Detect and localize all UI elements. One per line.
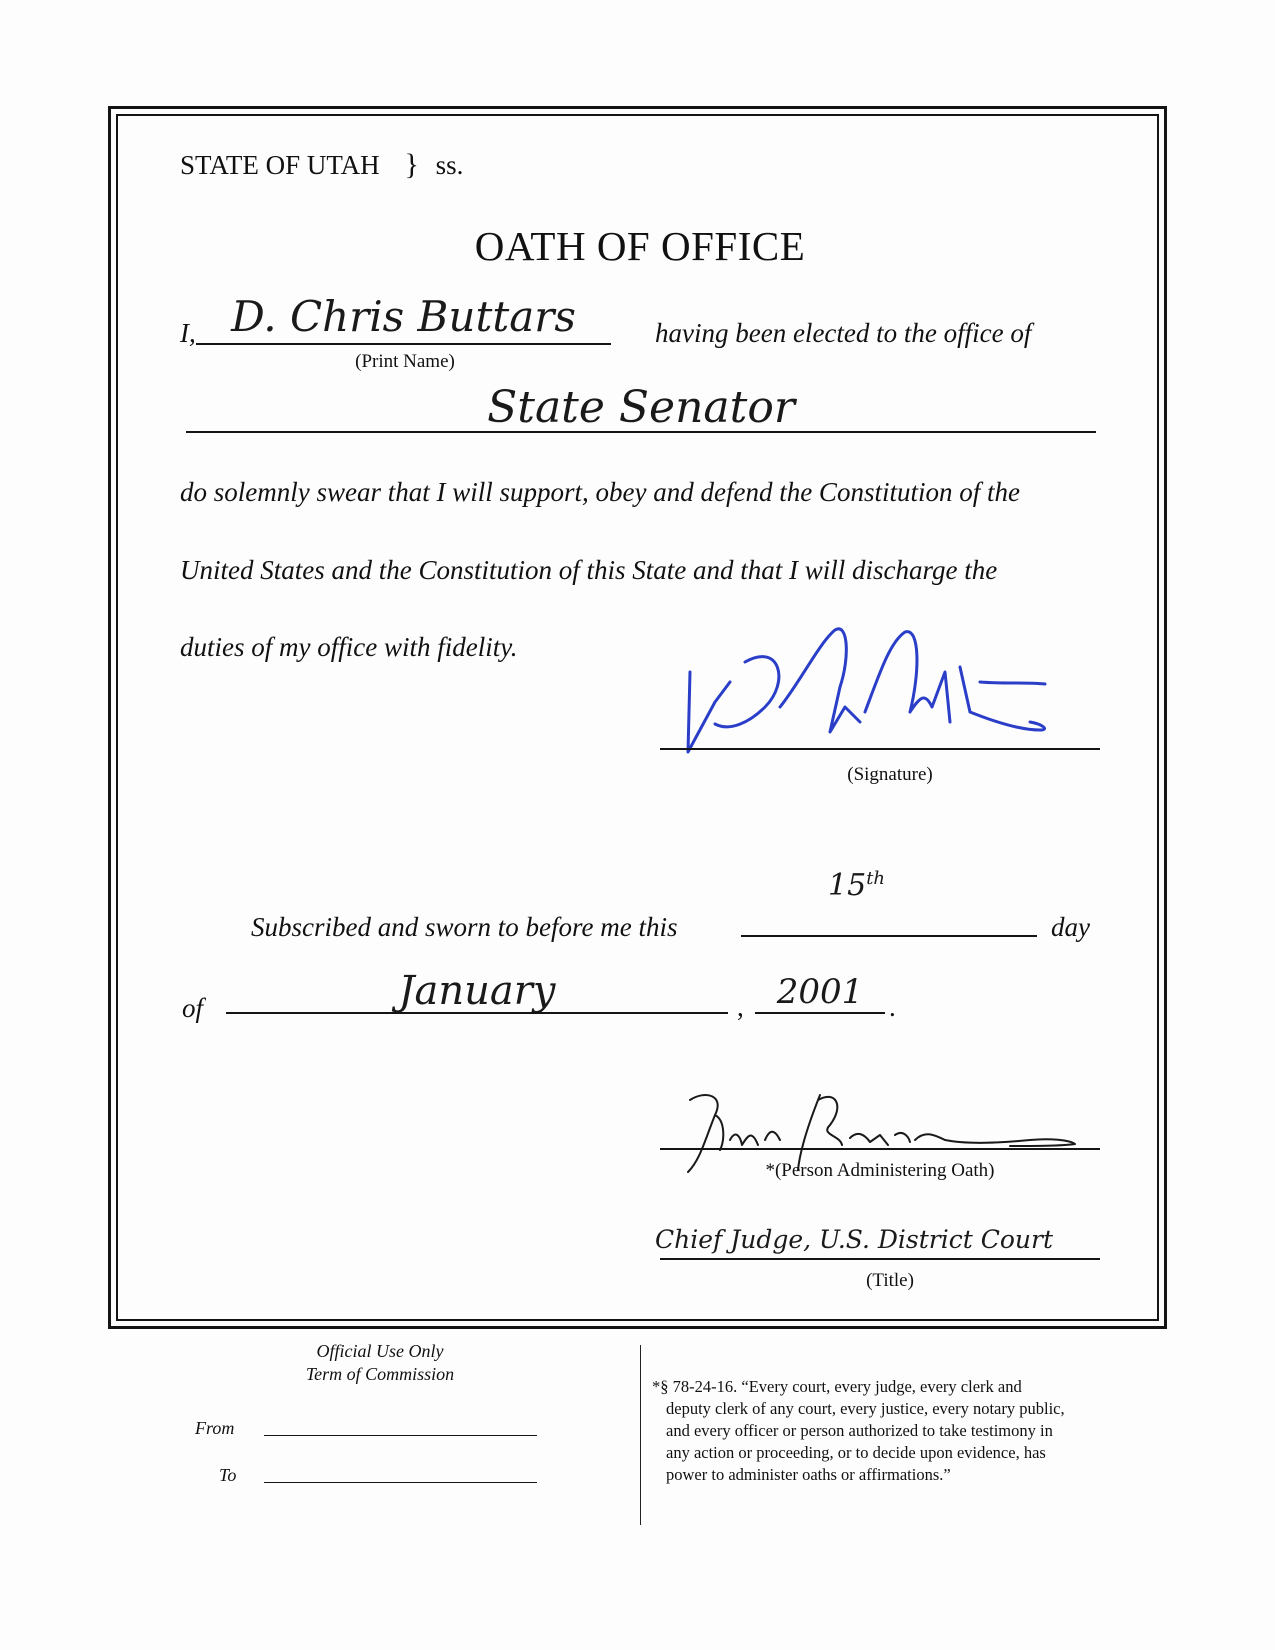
footer-divider [640, 1345, 641, 1525]
oath-text-line-2: United States and the Constitution of this State and that I will discharge the [180, 555, 998, 585]
year-line [755, 1012, 885, 1014]
to-field [264, 1482, 537, 1483]
signature-caption: (Signature) [847, 764, 933, 785]
oath-text-line-3: duties of my office with fidelity. [180, 632, 518, 662]
footnote-line: and every officer or person authorized to take testimony in [666, 1421, 1053, 1440]
signature-line [660, 748, 1100, 750]
oath-prefix: I, [180, 318, 196, 348]
filled-day-number: 15 [828, 868, 867, 903]
footnote-line: any action or proceeding, or to decide upon evidence, has [666, 1443, 1046, 1462]
from-label: From [195, 1418, 235, 1438]
filled-day [828, 868, 885, 903]
year-period: . [889, 992, 896, 1022]
administrator-line [660, 1148, 1100, 1150]
statute-footnote [652, 1376, 1065, 1486]
from-field [264, 1435, 537, 1436]
month-line [226, 1012, 728, 1014]
filled-year: 2001 [776, 972, 864, 1012]
office-line [186, 431, 1096, 433]
filled-name: D. Chris Buttars [231, 292, 576, 341]
page-title: OATH OF OFFICE [474, 223, 806, 269]
to-label: To [219, 1465, 237, 1485]
venue [180, 148, 463, 182]
footnote-line: power to administer oaths or affirmations.” [666, 1465, 951, 1484]
title-caption: (Title) [866, 1270, 914, 1291]
filled-administrator-title: Chief Judge, U.S. District Court [655, 1225, 1054, 1254]
venue-state: STATE OF UTAH [180, 150, 380, 180]
official-use-heading-2: Term of Commission [305, 1364, 455, 1384]
official-use-heading [260, 1340, 500, 1386]
official-use-heading-1: Official Use Only [316, 1341, 444, 1361]
filled-day-suffix: th [866, 868, 886, 889]
footnote-line: *§ 78-24-16. “Every court, every judge, every clerk and [652, 1377, 1022, 1396]
print-name-caption: (Print Name) [355, 351, 455, 372]
of-word: of [182, 993, 204, 1023]
administrator-caption: *(Person Administering Oath) [765, 1160, 995, 1181]
venue-brace: } [404, 148, 419, 181]
elected-text: having been elected to the office of [655, 318, 1032, 348]
name-line [196, 343, 611, 345]
title-line [660, 1258, 1100, 1260]
filled-office: State Senator [487, 382, 795, 433]
venue-ss: ss. [435, 150, 464, 180]
footnote-line: deputy clerk of any court, every justice, every notary public, [666, 1399, 1065, 1418]
signer-signature [670, 612, 1050, 762]
month-comma: , [737, 992, 744, 1022]
day-word: day [1051, 912, 1090, 942]
oath-text-line-1: do solemnly swear that I will support, obey and defend the Constitution of the [180, 477, 1020, 507]
day-line [741, 935, 1037, 937]
subscribed-text: Subscribed and sworn to before me this [251, 912, 678, 942]
filled-month: January [398, 968, 556, 1014]
